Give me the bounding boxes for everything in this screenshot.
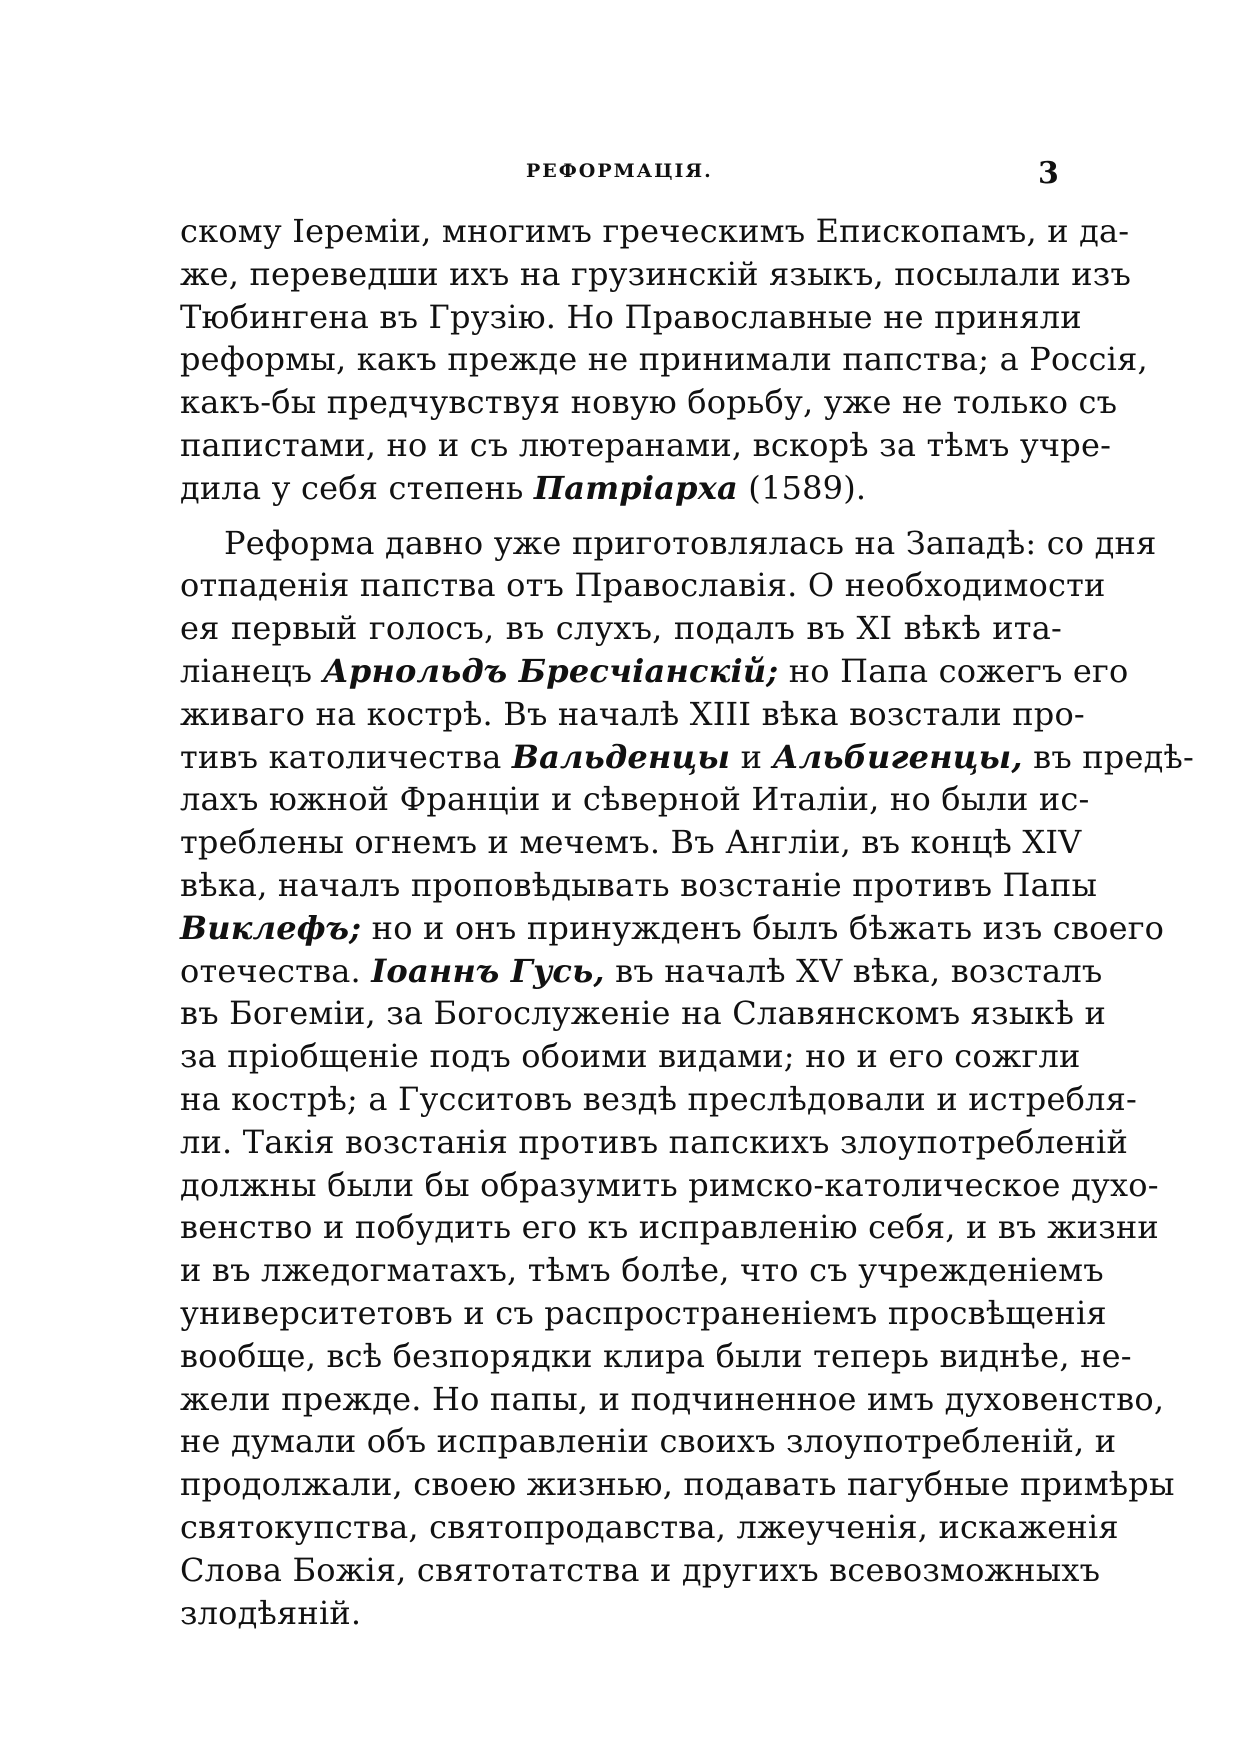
text-line: какъ-бы предчувствуя новую борьбу, уже не только съ [180,383,1118,422]
text-line: святокупства, святопродавства, лжеученія, искаженія [180,1507,1119,1546]
text-line: Тюбингена въ Грузію. Но Православные не приняли [180,297,1082,336]
running-title: РЕФОРМАЦІЯ. [526,160,713,182]
emphasis: Вальденцы [511,737,731,776]
text-line: папистами, но и съ лютеранами, вскорѣ за тѣмъ учре- [180,425,1112,464]
text-line: ліанецъ Арнольдъ Бресчіанскій; но Папа сожегъ его [180,651,1129,690]
text-line: отечества. Іоаннъ Гусь, въ началѣ XV вѣка, возсталъ [180,951,1103,990]
emphasis: Альбигенцы, [772,737,1023,776]
text-line: венство и побудить его къ исправленію себя, и въ жизни [180,1208,1159,1247]
text-line: живаго на кострѣ. Въ началѣ XIII вѣка возстали про- [180,694,1085,733]
text-line: дила у себя степень Патріарха (1589). [180,468,867,507]
emphasis: Патріарха [533,468,738,507]
emphasis: Виклефъ; [180,908,362,947]
page-number: 3 [1038,156,1059,191]
text-line: Реформа давно уже приготовлялась на Западѣ: со дня [224,523,1157,562]
text-line: жели прежде. Но папы, и подчиненное имъ духовенство, [180,1379,1165,1418]
text-line: злодѣяній. [180,1593,362,1632]
emphasis: Іоаннъ Гусь, [371,951,605,990]
text-line: треблены огнемъ и мечемъ. Въ Англіи, въ концѣ XIV [180,823,1082,862]
text-line: продолжали, своею жизнью, подавать пагубные примѣры [180,1465,1175,1504]
text-line: на кострѣ; а Гусситовъ вездѣ преслѣдовали и истребля- [180,1079,1137,1118]
text-line: тивъ католичества Вальденцы и Альбигенцы, въ предѣ- [180,737,1195,776]
emphasis: Арнольдъ Бресчіанскій; [322,651,779,690]
text-line: не думали объ исправленіи своихъ злоупотребленій, и [180,1422,1117,1461]
text-line: вообще, всѣ безпорядки клира были теперь виднѣе, не- [180,1336,1132,1375]
text-line: въ Богеміи, за Богослуженіе на Славянскомъ языкѣ и [180,994,1106,1033]
text-line: ли. Такія возстанія противъ папскихъ злоупотребленій [180,1122,1129,1161]
text-line: должны были бы образумить римско-католическое духо- [180,1165,1159,1204]
body-text [180,210,1195,1634]
text-line: же, переведши ихъ на грузинскій языкъ, посылали изъ [180,254,1132,293]
text-line: вѣка, началъ проповѣдывать возстаніе противъ Папы [180,865,1098,904]
text-line: Слова Божія, святотатства и другихъ всевозможныхъ [180,1550,1101,1589]
text-line: реформы, какъ прежде не принимали папства; а Россія, [180,340,1148,379]
text-line: ея первый голосъ, въ слухъ, подалъ въ XI вѣкѣ ита- [180,609,1062,648]
text-line: скому Іереміи, многимъ греческимъ Епископамъ, и да- [180,212,1130,250]
text-line: за пріобщеніе подъ обоими видами; но и его сожгли [180,1037,1081,1076]
text-line: и въ лжедогматахъ, тѣмъ болѣе, что съ учрежденіемъ [180,1251,1104,1290]
text-line: лахъ южной Франціи и сѣверной Италіи, но были ис- [180,780,1090,819]
text-line: отпаденія папства отъ Православія. О необходимости [180,566,1106,605]
text-line: Виклефъ; но и онъ принужденъ былъ бѣжать изъ своего [180,908,1165,947]
text-line: университетовъ и съ распространеніемъ просвѣщенія [180,1293,1107,1332]
